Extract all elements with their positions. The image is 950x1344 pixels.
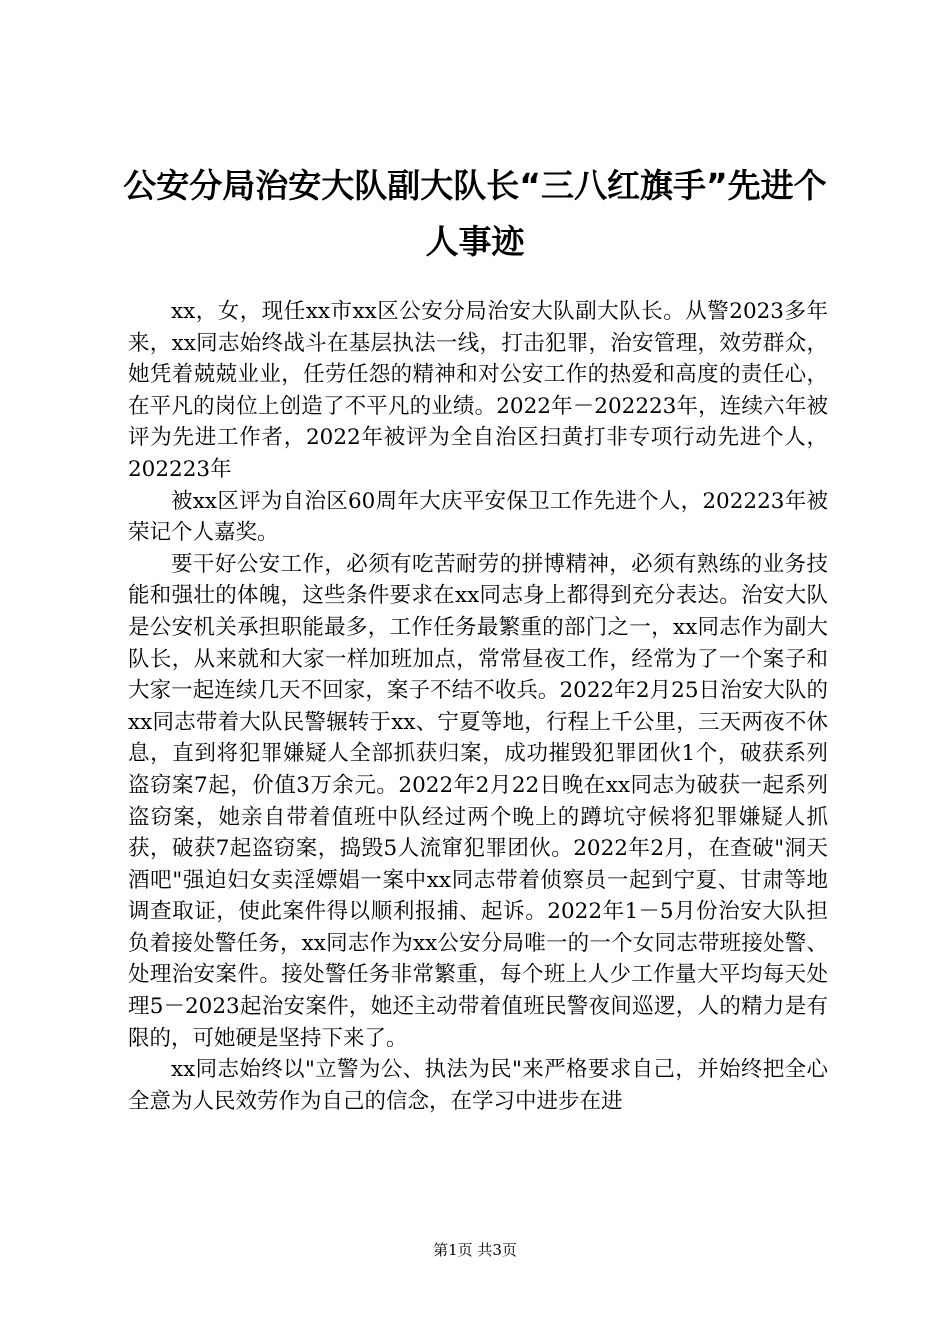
paragraph: xx，女，现任xx市xx区公安分局治安大队副大队长。从警2023多年来，xx同志始终战斗在基层执法一线，打击犯罪，治安管理，效劳群众，她凭着兢兢业业，任劳任怨的精神和对公安工作的热爱和高度的责任心，在平凡的岗位上创造了不平凡的业绩。2022年－202223年，连续六年被评为先进工作者，2022年被评为全自治区扫黄打非专项行动先进个人，202223年 — [128, 299, 828, 482]
paragraph: 被xx区评为自治区60周年大庆平安保卫工作先进个人，202223年被荣记个人嘉奖。 — [128, 488, 828, 546]
paragraph: 要干好公安工作，必须有吃苦耐劳的拼博精神，必须有熟练的业务技能和强壮的体魄，这些条件要求在xx同志身上都得到充分表达。治安大队是公安机关承担职能最多，工作任务最繁重的部门之一，xx同志作为副大队长，从来就和大家一样加班加点，常常昼夜工作，经常为了一个案子和大家一起连续几天不回家，案子不结不收兵。2022年2月25日治安大队的xx同志带着大队民警辗转于xx、宁夏等地，行程上千公里，三天两夜不休息，直到将犯罪嫌疑人全部抓获归案，成功摧毁犯罪团伙1个，破获系列盗窃案7起，价值3万余元。2022年2月22日晚在xx同志为破获一起系列盗窃案，她亲自带着值班中队经过两个晚上的蹲坑守候将犯罪嫌疑人抓获，破获7起盗窃案，捣毁5人流窜犯罪团伙。2022年2月，在查破"洞天酒吧"强迫妇女卖淫嫖娼一案中xx同志带着侦察员一起到宁夏、甘肃等地调查取证，使此案件得以顺利报捕、起诉。2022年1－5月份治安大队担负着接处警任务，xx同志作为xx公安分局唯一的一个女同志带班接处警、处理治安案件。接处警任务非常繁重，每个班上人少工作量大平均每天处理5－2023起治安案件，她还主动带着值班民警夜间巡逻，人的精力是有限的，可她硬是坚持下来了。 — [128, 551, 828, 1051]
document-title: 公安分局治安大队副大队长“三八红旗手”先进个人事迹 — [123, 166, 827, 261]
page-footer: 第1页 共3页 — [433, 1241, 517, 1259]
document-body — [128, 296, 828, 1117]
paragraph: xx同志始终以"立警为公、执法为民"来严格要求自己，并始终把全心全意为人民效劳作为自己的信念，在学习中进步在进 — [128, 1057, 828, 1114]
